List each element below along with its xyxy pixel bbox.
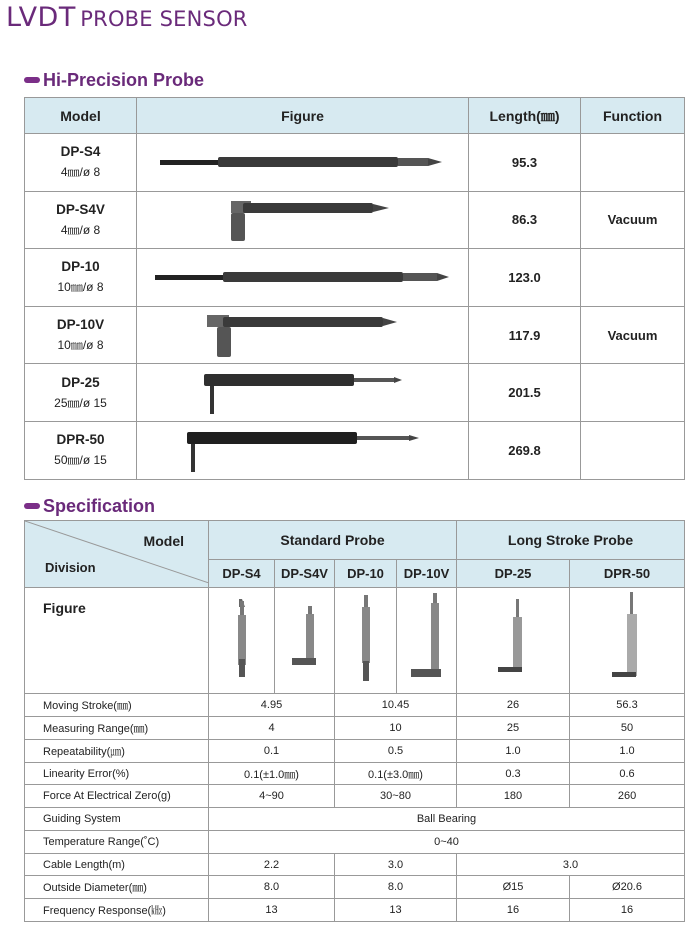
spec-model-header: DPR-50 (570, 560, 685, 588)
spec-value: 30~80 (335, 785, 457, 808)
spec-figure-dp-s4 (209, 588, 275, 694)
model-name: DP-25 (61, 374, 100, 390)
spec-model-header: DP-S4V (275, 560, 335, 588)
table-row (25, 134, 685, 192)
probe-vertical-image (290, 604, 320, 674)
spec-value: 3.0 (457, 853, 685, 876)
probe-dp-10v-image (203, 311, 403, 359)
spec-figure-row (25, 588, 685, 694)
page-title (6, 2, 248, 38)
probe-dpr-50-image (183, 426, 423, 474)
spec-value: 0.1 (209, 739, 335, 762)
table-row (25, 899, 685, 922)
spec-value: 0.3 (457, 762, 570, 785)
probe-vertical-image (359, 595, 373, 683)
spec-section-title (24, 495, 155, 517)
model-size: 10㎜/ø 8 (57, 338, 104, 353)
probe-figure (137, 134, 469, 192)
table-row (25, 191, 685, 249)
spec-value: 3.0 (335, 853, 457, 876)
spec-value: 0.5 (335, 739, 457, 762)
spec-label: Measuring Range(㎜) (25, 717, 209, 740)
spec-value: 10.45 (335, 694, 457, 717)
model-name: DP-S4V (56, 201, 105, 217)
spec-model-header: DP-10 (335, 560, 397, 588)
function-cell: Vacuum (581, 191, 685, 249)
group-standard-probe: Standard Probe (209, 521, 457, 560)
probe-vertical-image (235, 599, 249, 679)
probe-vertical-image (409, 593, 445, 685)
section-bullet-icon (24, 503, 40, 509)
model-cell (25, 421, 137, 479)
length-cell: 117.9 (469, 306, 581, 364)
model-cell (25, 191, 137, 249)
model-size: 10㎜/ø 8 (57, 280, 104, 295)
table-row (25, 364, 685, 422)
spec-label: Outside Diameter(㎜) (25, 876, 209, 899)
col-length: Length(㎜) (469, 98, 581, 134)
spec-label: Repeatability(㎛) (25, 739, 209, 762)
probe-table (24, 97, 685, 480)
spec-value: 4 (209, 717, 335, 740)
spec-value: 0.1(±1.0㎜) (209, 762, 335, 785)
model-cell (25, 134, 137, 192)
spec-value: Ball Bearing (209, 808, 685, 831)
spec-value: 13 (209, 899, 335, 922)
spec-value: 16 (457, 899, 570, 922)
function-cell (581, 134, 685, 192)
function-cell (581, 421, 685, 479)
spec-label: Frequency Response(㎑) (25, 899, 209, 922)
spec-figure-label: Figure (25, 588, 209, 694)
model-size: 4㎜/ø 8 (60, 222, 101, 237)
spec-model-header: DP-S4 (209, 560, 275, 588)
corner-model-label: Model (143, 533, 184, 549)
model-name: DPR-50 (56, 432, 105, 448)
probe-table-header (25, 98, 685, 134)
spec-label: Linearity Error(%) (25, 762, 209, 785)
length-cell: 269.8 (469, 421, 581, 479)
spec-value: 0.1(±3.0㎜) (335, 762, 457, 785)
spec-figure-dp-s4v (275, 588, 335, 694)
corner-division-label: Division (45, 560, 96, 576)
spec-value: 260 (570, 785, 685, 808)
probe-figure (137, 421, 469, 479)
probe-figure (137, 364, 469, 422)
spec-value: 2.2 (209, 853, 335, 876)
spec-section-title-text: Specification (43, 495, 156, 516)
length-cell: 123.0 (469, 249, 581, 307)
spec-value: 0.6 (570, 762, 685, 785)
spec-value: 4~90 (209, 785, 335, 808)
model-size: 4㎜/ø 8 (60, 165, 101, 180)
probe-dp-10-image (153, 265, 453, 289)
col-function: Function (581, 98, 685, 134)
spec-value: 8.0 (335, 876, 457, 899)
spec-value: 180 (457, 785, 570, 808)
table-row (25, 876, 685, 899)
spec-value: 1.0 (457, 739, 570, 762)
probe-figure (137, 306, 469, 364)
table-row (25, 717, 685, 740)
table-row (25, 785, 685, 808)
table-row (25, 421, 685, 479)
probe-dp-s4-image (158, 150, 448, 174)
length-cell: 201.5 (469, 364, 581, 422)
spec-label: Guiding System (25, 808, 209, 831)
section-bullet-icon (24, 77, 40, 83)
spec-figure-dpr-50 (570, 588, 685, 694)
model-name: DP-10V (56, 317, 105, 333)
spec-label: Cable Length(m) (25, 853, 209, 876)
model-name: DP-10 (61, 259, 100, 275)
model-cell (25, 249, 137, 307)
function-cell: Vacuum (581, 306, 685, 364)
spec-model-header: DP-25 (457, 560, 570, 588)
spec-value: Ø20.6 (570, 876, 685, 899)
model-cell (25, 364, 137, 422)
function-cell (581, 249, 685, 307)
spec-figure-dp-25 (457, 588, 570, 694)
table-row (25, 762, 685, 785)
spec-value: 0~40 (209, 830, 685, 853)
spec-model-header: DP-10V (397, 560, 457, 588)
probe-section-title-text: Hi-Precision Probe (43, 69, 205, 90)
probe-vertical-image (496, 599, 530, 679)
model-size: 25㎜/ø 15 (54, 395, 107, 410)
model-size: 50㎜/ø 15 (54, 453, 107, 468)
spec-figure-dp-10v (397, 588, 457, 694)
spec-value: 26 (457, 694, 570, 717)
table-row (25, 249, 685, 307)
spec-label: Force At Electrical Zero(g) (25, 785, 209, 808)
model-cell (25, 306, 137, 364)
table-row (25, 808, 685, 831)
spec-table (24, 520, 685, 922)
probe-dp-25-image (198, 370, 408, 416)
table-row (25, 853, 685, 876)
table-row (25, 830, 685, 853)
spec-value: 56.3 (570, 694, 685, 717)
page-title-sub: PROBE SENSOR (80, 7, 248, 31)
spec-value: Ø15 (457, 876, 570, 899)
col-figure: Figure (137, 98, 469, 134)
spec-value: 13 (335, 899, 457, 922)
spec-value: 4.95 (209, 694, 335, 717)
probe-figure (137, 191, 469, 249)
spec-label: Moving Stroke(㎜) (25, 694, 209, 717)
spec-value: 16 (570, 899, 685, 922)
probe-dp-s4v-image (203, 197, 403, 243)
length-cell: 86.3 (469, 191, 581, 249)
spec-label: Temperature Range(˚C) (25, 830, 209, 853)
group-long-stroke-probe: Long Stroke Probe (457, 521, 685, 560)
spec-corner-cell (25, 521, 209, 588)
table-row (25, 306, 685, 364)
spec-value: 8.0 (209, 876, 335, 899)
table-row (25, 694, 685, 717)
spec-figure-dp-10 (335, 588, 397, 694)
probe-section-title (24, 69, 204, 91)
length-cell: 95.3 (469, 134, 581, 192)
col-model: Model (25, 98, 137, 134)
spec-value: 1.0 (570, 739, 685, 762)
spec-value: 25 (457, 717, 570, 740)
page-title-main: LVDT (6, 2, 76, 33)
probe-figure (137, 249, 469, 307)
spec-value: 50 (570, 717, 685, 740)
probe-vertical-image (610, 592, 644, 686)
model-name: DP-S4 (60, 144, 101, 160)
table-row (25, 739, 685, 762)
spec-value: 10 (335, 717, 457, 740)
function-cell (581, 364, 685, 422)
